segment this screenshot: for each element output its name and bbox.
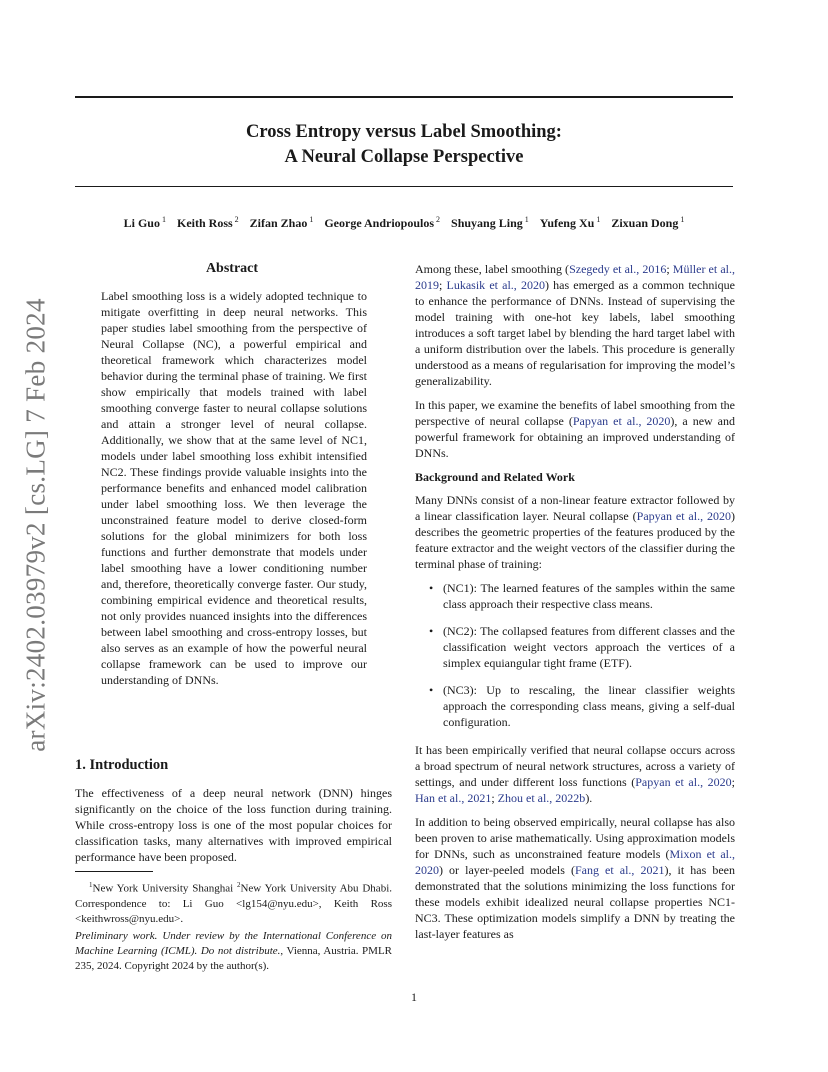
citation-link[interactable]: Müller et al., 2019 xyxy=(415,262,735,292)
list-item: • (NC3): Up to rescaling, the linear classifier weights approach the corresponding class means, giving a self-dual configuration. xyxy=(429,683,735,729)
bottom-rule xyxy=(75,186,733,187)
bullet-icon: • xyxy=(429,683,434,697)
author: Zixuan Dong $^1$ xyxy=(611,215,685,230)
right-column xyxy=(415,261,735,950)
citation-link[interactable]: Fang et al., 2021 xyxy=(574,863,665,877)
list-item: • (NC1): The learned features of the samples within the same class approach their respective class means. xyxy=(429,581,735,611)
title-line-2: A Neural Collapse Perspective xyxy=(284,147,524,167)
nc-property-list xyxy=(415,580,735,730)
author: Zifan Zhao $^1$ xyxy=(249,215,314,230)
top-rule xyxy=(75,96,733,98)
citation-link[interactable]: Papyan et al., 2020 xyxy=(636,509,731,523)
subsection-heading: Background and Related Work xyxy=(415,470,575,484)
citation-link[interactable]: Papyan et al., 2020 xyxy=(572,414,671,428)
author-list xyxy=(75,215,733,231)
bullet-icon: • xyxy=(429,624,434,638)
section-heading-introduction: 1. Introduction xyxy=(75,757,169,773)
paragraph: Among these, label smoothing (Szegedy et al., 2016; Müller et al., 2019; Lukasik et al., 2020) has emerged as a common technique to enhance the performance of DNNs. Instead of supervising the model training with one-hot key labels, label smoothing introduces a soft target label by blending the hard target label with a uniform distribution over the labels. This procedure is generally understood as a means of regularisation for improving the model’s generalizability. xyxy=(415,262,735,388)
list-item: • (NC2): The collapsed features from different classes and the classification weight vectors approach the vertices of a simplex equiangular tight frame (ETF). xyxy=(429,624,735,670)
page-number: 1 xyxy=(411,990,417,1004)
abstract-heading: Abstract xyxy=(205,261,259,276)
paragraph: In addition to being observed empirically, neural collapse has also been proven to arise mathematically. Using approximation models for DNNs, such as unconstrained feature models (Mixon et al., 2020) or layer-peeled models (Fang et al., 2021), it has been demonstrated that the solutions minimizing the loss functions for these models exhibit idealized neural collapse properties NC1-NC3. These optimization models simplify a DNN by treating the last-layer features as xyxy=(415,815,736,941)
preliminary-notice: Preliminary work. Under review by the International Conference on Machine Learning (ICML). Do not distribute., Vienna, Austria. PMLR 235, 2024. Copyright 2024 by the author(s). xyxy=(75,930,392,972)
affiliation-footnote: $^1$New York University Shanghai $^2$New York University Abu Dhabi. Correspondence to: Li Guo <lg154@nyu.edu>, Keith Ross <keithwross@nyu.edu>. xyxy=(75,881,392,925)
paragraph: In this paper, we examine the benefits of label smoothing from the perspective of neural collapse (Papyan et al., 2020), a new and powerful framework for obtaining an improved understanding of DNNs. xyxy=(415,398,735,460)
bullet-icon: • xyxy=(429,581,434,595)
citation-link[interactable]: Papyan et al., 2020 xyxy=(635,775,732,789)
author: Shuyang Ling $^1$ xyxy=(451,215,529,230)
author: Keith Ross $^2$ xyxy=(176,215,239,230)
author: Yufeng Xu $^1$ xyxy=(539,215,601,230)
author: George Andriopoulos $^2$ xyxy=(324,215,441,230)
paragraph: It has been empirically verified that neural collapse occurs across a broad spectrum of neural network structures, across a variety of settings, and under different loss functions (Papyan et al., 2020; Han et al., 2021; Zhou et al., 2022b). xyxy=(415,743,735,805)
citation-link[interactable]: Lukasik et al., 2020 xyxy=(446,278,545,292)
paper-title xyxy=(75,120,733,170)
author: Li Guo $^1$ xyxy=(123,215,166,230)
intro-paragraph: The effectiveness of a deep neural network (DNN) hinges significantly on the choice of the loss function during training. While cross-entropy loss is one of the most popular choices for classification tasks, many alternatives with improved empirical performance have been proposed. xyxy=(75,786,392,864)
footnote-rule xyxy=(75,871,153,872)
citation-link[interactable]: Mixon et al., 2020 xyxy=(415,847,736,877)
arxiv-watermark xyxy=(16,295,56,755)
arxiv-id: arXiv:2402.03979v2 [cs.LG] 7 Feb 2024 xyxy=(20,298,51,752)
abstract-text: Label smoothing loss is a widely adopted technique to mitigate overfitting in deep neural networks. This paper studies label smoothing from the perspective of Neural Collapse (NC), a powerful empirical and theoretical framework which characterizes model behavior during the terminal phase of training. We first show empirically that models trained with label smoothing converge faster to neural collapse solutions and attain a stronger level of neural collapse. Additionally, we show that at the same level of NC1, models under label smoothing loss exhibit intensified NC2. These findings provide valuable insights into the performance benefits and enhanced model calibration under label smoothing loss. We then leverage the unconstrained feature model to derive closed-form solutions for the global minimizers for both loss functions and further demonstrate that models under label smoothing have a lower conditioning number and, therefore, theoretically converge faster. Our study, combining empirical evidence and theoretical results, not only provides nuanced insights into the differences between label smoothing and cross-entropy losses, but also serves as an example of how the powerful neural collapse framework can be used to improve our understanding of DNNs. xyxy=(101,289,367,687)
paragraph: Many DNNs consist of a non-linear feature extractor followed by a linear classification layer. Neural collapse (Papyan et al., 2020) describes the geometric properties of the features produced by the feature extractor and the weight vectors of the classifier during the terminal phase of training: xyxy=(415,493,735,571)
citation-link[interactable]: Zhou et al., 2022b xyxy=(497,791,586,805)
title-line-1: Cross Entropy versus Label Smoothing: xyxy=(246,122,562,142)
citation-link[interactable]: Szegedy et al., 2016 xyxy=(569,262,667,276)
citation-link[interactable]: Han et al., 2021 xyxy=(415,791,492,805)
